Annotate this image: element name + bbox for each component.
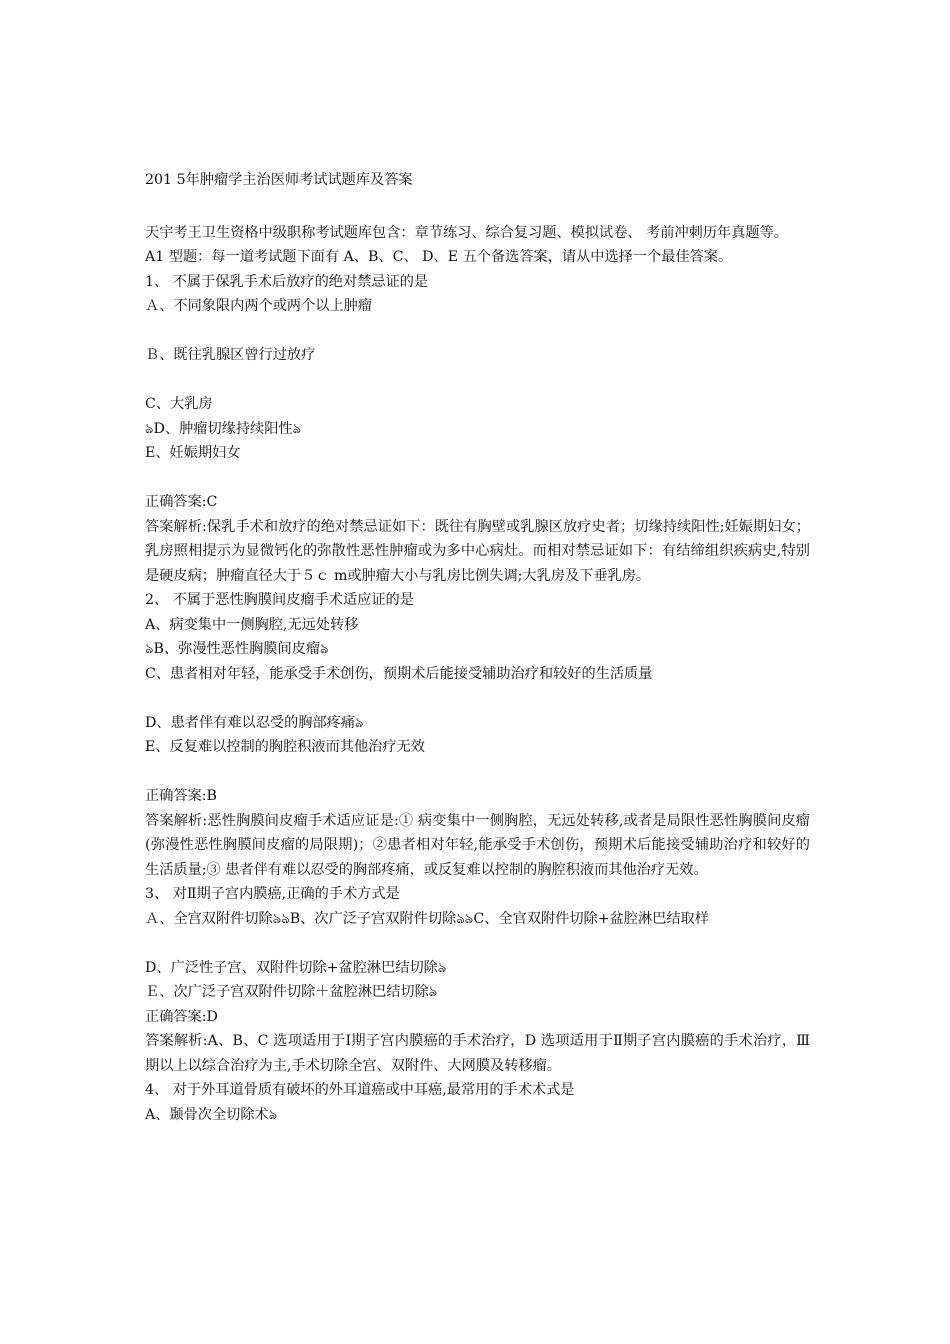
question-1-answer: 正确答案:C: [145, 494, 218, 510]
question-3-stem: 3、 对Ⅱ期子宫内膜癌,正确的手术方式是: [145, 886, 400, 902]
question-2-analysis: 答案解析:恶性胸膜间皮瘤手术适应证是:① 病变集中一侧胸腔，无远处转移,或者是局限性恶性胸膜间皮瘤(弥漫性恶性胸膜间皮瘤的局限期)；②患者相对年轻,能承受手术创伤，预期术后能接受辅助治疗和较好的生活质量;③ 患者伴有难以忍受的胸部疼痛，或反复难以控制的胸腔积液而其他治疗无效。: [145, 812, 810, 878]
spacer: [145, 319, 810, 344]
document-title: 201 5年肿瘤学主治医师考试试题库及答案: [145, 172, 413, 188]
question-2-option-d: D、患者伴有难以忍受的胸部疼痛ঌ: [145, 714, 364, 731]
a1-instruction: A1 型题：每一道考试题下面有 A、B、C、 D、E 五个备选答案，请从中选择一个最佳答案。: [145, 249, 733, 265]
spacer: [145, 368, 810, 393]
question-1-option-c: C、大乳房: [145, 396, 213, 412]
question-2-stem: 2、 不属于恶性胸膜间皮瘤手术适应证的是: [145, 592, 414, 608]
document-page: [145, 168, 810, 1127]
spacer: [145, 466, 810, 491]
question-3-option-e: Ｅ、次广泛子宫双附件切除＋盆腔淋巴结切除ঌ: [145, 984, 438, 1000]
question-1-option-a: Ａ、不同象限内两个或两个以上肿瘤: [145, 298, 373, 314]
question-2-option-e: E、反复难以控制的胸腔积液而其他治疗无效: [145, 739, 425, 755]
spacer: [145, 760, 810, 785]
question-2-option-b: ঌB、弥漫性恶性胸膜间皮瘤ঌ: [145, 641, 329, 657]
question-3-options-abc: Ａ、全宫双附件切除ঌঌB、次广泛子宫双附件切除ঌঌC、全官双附件切除+盆腔淋巴结取样: [145, 910, 709, 927]
intro-paragraph: 天宇考王卫生资格中级职称考试题库包含：章节练习、综合复习题、模拟试卷、 考前冲刺历年真题等。: [145, 224, 788, 241]
question-1-stem: 1、 不属于保乳手术后放疗的绝对禁忌证的是: [145, 273, 429, 290]
question-1-option-d: ঌD、肿瘤切缘持续阳性ঌ: [145, 420, 302, 437]
question-2-option-c: C、患者相对年轻，能承受手术创伤，预期术后能接受辅助治疗和较好的生活质量: [145, 665, 653, 682]
question-1-option-e: E、妊娠期妇女: [145, 445, 241, 461]
spacer: [145, 931, 810, 956]
question-2-option-a: A、病变集中一侧胸腔,无远处转移: [145, 616, 359, 633]
question-2-answer: 正确答案:B: [145, 788, 217, 804]
question-3-answer: 正确答案:D: [145, 1008, 218, 1025]
question-4-stem: 4、 对于外耳道骨质有破坏的外耳道癌或中耳癌,最常用的手术术式是: [145, 1082, 575, 1098]
question-1-option-b: Ｂ、既往乳腺区曾行过放疗: [145, 347, 316, 363]
question-4-option-a: A、颞骨次全切除术ঌ: [145, 1106, 278, 1123]
question-3-analysis: 答案解析:A、B、C 选项适用于Ⅰ期子宫内膜癌的手术治疗，D 选项适用于Ⅱ期子宫内膜癌的手术治疗，Ⅲ期以上以综合治疗为主,手术切除全宫、双附件、大网膜及转移瘤。: [145, 1033, 810, 1074]
spacer: [145, 686, 810, 711]
question-1-analysis: 答案解析:保乳手术和放疗的绝对禁忌证如下：既往有胸壁或乳腺区放疗史者；切缘持续阳性;妊娠期妇女；乳房照相提示为显微钙化的弥散性恶性肿瘤或为多中心病灶。而相对禁忌证如下：有结缔组织疾病史,特别是硬皮病；肿瘤直径大于５ｃ m或肿瘤大小与乳房比例失调;大乳房及下垂乳房。: [145, 518, 810, 584]
question-3-option-d: D、广泛性子宫、双附件切除+盆腔淋巴结切除ঌ: [145, 959, 447, 976]
